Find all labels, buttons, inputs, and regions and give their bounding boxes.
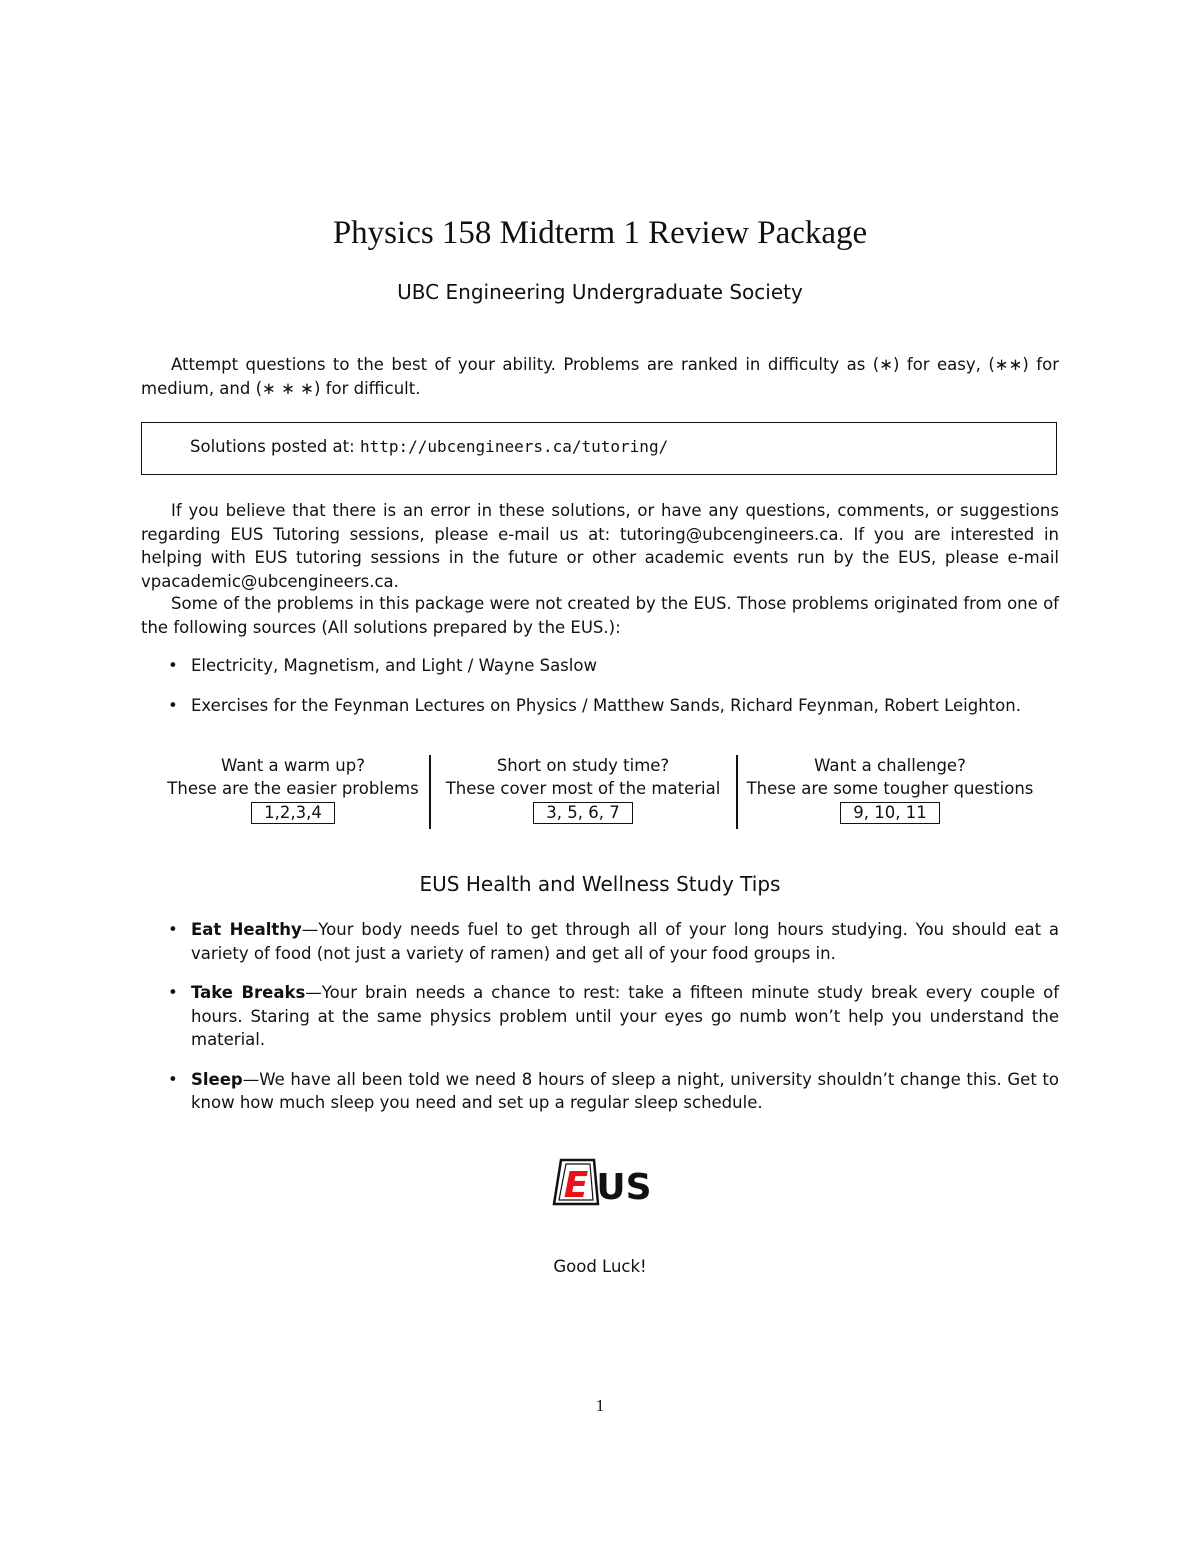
pathway-question: Want a warm up? [220,756,365,775]
bullet-icon: • [168,920,178,939]
list-item [141,981,1059,1052]
pathway-question: Short on study time? [496,756,670,775]
bullet-icon: • [168,1069,178,1089]
pathway-challenge [738,755,1042,829]
eus-logo [552,1158,652,1206]
pathway-question: Want a challenge? [814,756,966,775]
sources-paragraph: Some of the problems in this package were not created by the EUS. Those problems originated from one of the following sources (All solutions prepared by the EUS.): [141,594,1059,637]
list-item [141,1068,1059,1115]
tip-term: Take Breaks [191,983,306,1002]
intro-paragraph: Attempt questions to the best of your ability. Problems are ranked in difficulty as (∗) for easy, (∗∗) for medium, and (∗ ∗ ∗) for difficult. [141,355,1059,398]
page-number: 1 [595,1396,605,1415]
svg-text:US: US [596,1167,652,1206]
pathway-problems: 9, 10, 11 [840,802,939,824]
pathway-problems: 3, 5, 6, 7 [533,802,632,824]
wellness-heading: EUS Health and Wellness Study Tips [419,872,781,896]
problem-pathways-table [158,755,1043,829]
list-item [141,918,1059,965]
solutions-url[interactable]: http://ubcengineers.ca/tutoring/ [359,437,669,456]
pathway-description: These cover most of the material [445,778,721,798]
list-item [141,654,1059,678]
pathway-problems: 1,2,3,4 [251,802,335,824]
svg-text:E: E [563,1165,589,1206]
tip-term: Sleep [191,1069,243,1089]
pathway-short-on-time [430,755,736,829]
tip-text: —Your body needs fuel to get through all of your long hours studying. You should eat a variety of food (not just a variety of ramen) and get all of your food groups in. [191,920,1059,963]
wellness-tips-list [141,918,1059,1131]
pathway-description: These are some tougher questions [746,778,1034,798]
page-subtitle: UBC Engineering Undergraduate Society [397,280,803,304]
solutions-box [141,422,1057,475]
tip-term: Eat Healthy [191,920,302,939]
source-text: Electricity, Magnetism, and Light / Wayne Saslow [191,656,597,675]
closing-text: Good Luck! [553,1257,647,1276]
bullet-icon: • [168,656,178,675]
pathway-warmup [158,755,428,829]
solutions-label: Solutions posted at: [190,437,355,456]
bullet-icon: • [168,695,178,715]
page-title: Physics 158 Midterm 1 Review Package [332,215,868,251]
source-text: Exercises for the Feynman Lectures on Physics / Matthew Sands, Richard Feynman, Robert Leighton. [191,695,1021,715]
list-item [141,694,1059,718]
pathway-description: These are the easier problems [167,778,419,798]
tip-text: —We have all been told we need 8 hours of sleep a night, university shouldn’t change this. Get to know how much sleep you need and set up a regular sleep schedule. [191,1069,1059,1112]
sources-list [141,654,1059,733]
bullet-icon: • [168,983,178,1002]
contact-paragraph: If you believe that there is an error in these solutions, or have any questions, comments, or suggestions regarding EUS Tutoring sessions, please e-mail us at: tutoring@ubcengineers.ca. If you are interested in helping with EUS tutoring sessions in the future or other academic events run by the EUS, please e-mail vpacademic@ubcengineers.ca. [141,501,1059,591]
tip-text: —Your brain needs a chance to rest: take a fifteen minute study break every couple of hours. Staring at the same physics problem until your eyes go numb won’t help you understand the material. [191,983,1059,1049]
